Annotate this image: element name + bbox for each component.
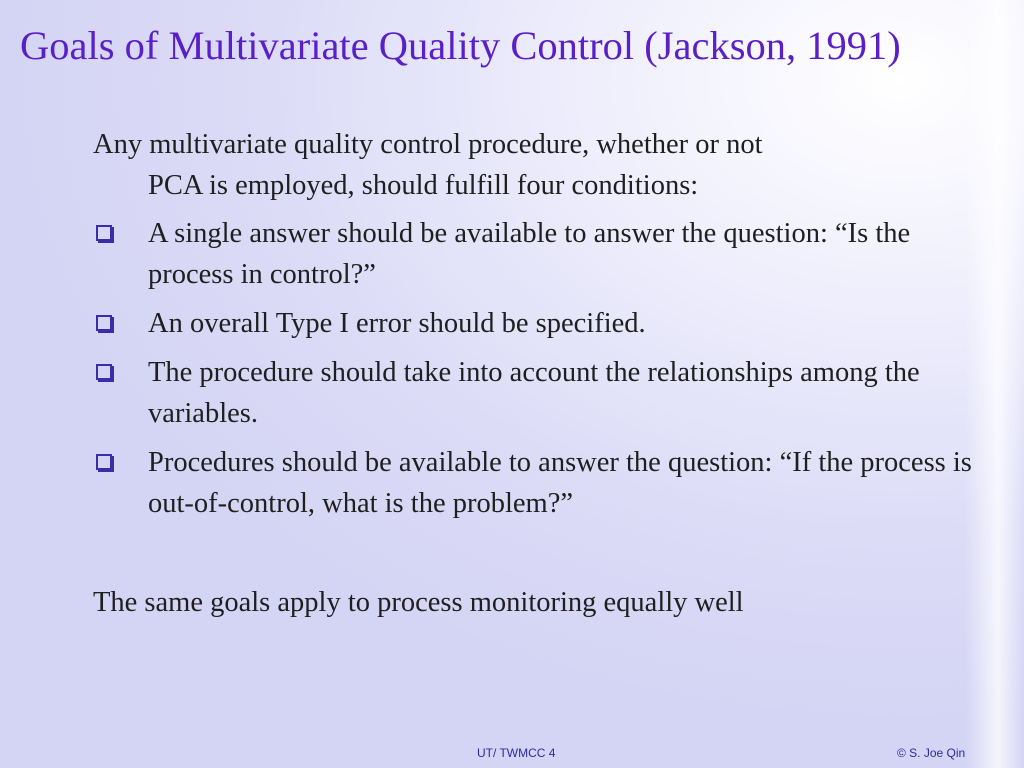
closing-statement: The same goals apply to process monitoring equally well bbox=[93, 587, 744, 618]
list-item-text: A single answer should be available to answer the question: “Is the process in control?” bbox=[148, 218, 911, 290]
list-item bbox=[93, 213, 973, 295]
list-item-text: An overall Type I error should be specified. bbox=[148, 308, 646, 339]
conditions-list bbox=[93, 213, 973, 532]
list-item bbox=[93, 352, 973, 434]
intro-line-1: Any multivariate quality control procedure, whether or not bbox=[93, 129, 763, 160]
footer-copyright: © S. Joe Qin bbox=[897, 746, 966, 760]
hollow-square-bullet-icon bbox=[96, 315, 112, 331]
hollow-square-bullet-icon bbox=[96, 364, 112, 380]
hollow-square-bullet-icon bbox=[96, 454, 112, 470]
intro-line-2: PCA is employed, should fulfill four conditions: bbox=[148, 170, 699, 201]
footer-slide-number: UT/ TWMCC 4 bbox=[477, 746, 556, 760]
list-item-text: The procedure should take into account the relationships among the variables. bbox=[148, 357, 920, 429]
list-item-text: Procedures should be available to answer the question: “If the process is out-of-control, what is the problem?” bbox=[148, 447, 972, 519]
list-item bbox=[93, 442, 973, 524]
slide-title: Goals of Multivariate Quality Control (Jackson, 1991) bbox=[20, 23, 901, 68]
hollow-square-bullet-icon bbox=[96, 225, 112, 241]
list-item bbox=[93, 303, 973, 344]
intro-paragraph bbox=[93, 124, 973, 206]
